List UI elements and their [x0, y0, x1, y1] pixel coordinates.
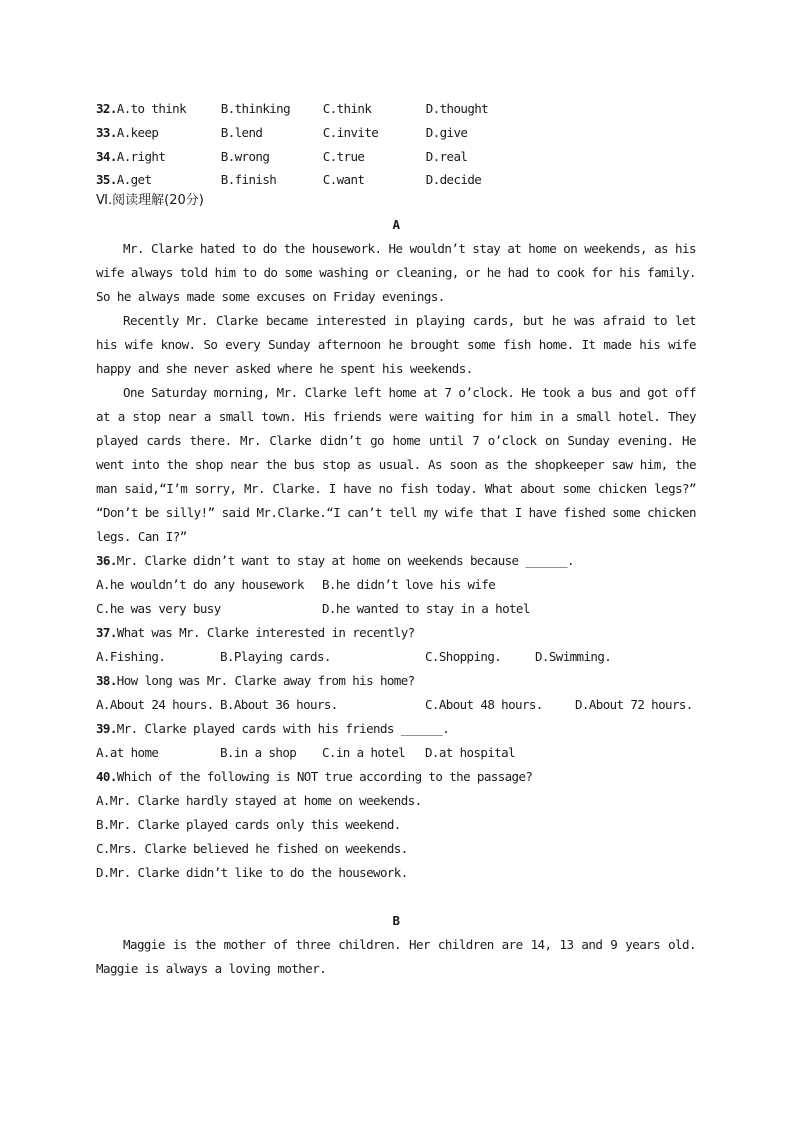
section-title: Ⅵ.阅读理解(20分)	[96, 193, 204, 208]
question-36: 36.Mr. Clarke didn’t want to stay at home on weekends because ______.	[96, 553, 574, 568]
passage-a-paragraph-1: Mr. Clarke hated to do the housework. He wouldn’t stay at home on weekends, as his wife always told him to do some washing or cleaning, or he had to cook for his family. So he always made some excuses on Friday evenings.	[96, 241, 696, 304]
cloze-row-34: 34.A.right B.wrong C.true D.real	[96, 149, 468, 164]
cloze-row-35: 35.A.get B.finish C.want D.decide	[96, 172, 482, 187]
exam-page	[96, 97, 696, 981]
question-40-option-d: D.Mr. Clarke didn’t like to do the housework.	[96, 865, 408, 880]
question-36-options-row-1: A.he wouldn’t do any housework B.he didn’t love his wife	[96, 577, 496, 592]
passage-b-label: B	[392, 913, 400, 928]
spacer	[96, 885, 696, 909]
question-37: 37.What was Mr. Clarke interested in recently?	[96, 625, 415, 640]
question-40-option-c: C.Mrs. Clarke believed he fished on weekends.	[96, 841, 408, 856]
question-37-options: A.Fishing. B.Playing cards. C.Shopping. D.Swimming.	[96, 649, 612, 664]
passage-b-paragraph-1: Maggie is the mother of three children. Her children are 14, 13 and 9 years old. Maggie is always a loving mother.	[96, 937, 696, 976]
question-38: 38.How long was Mr. Clarke away from his home?	[96, 673, 415, 688]
question-40: 40.Which of the following is NOT true according to the passage?	[96, 769, 533, 784]
cloze-row-32: 32.A.to think B.thinking C.think D.thought	[96, 101, 489, 116]
question-39: 39.Mr. Clarke played cards with his friends ______.	[96, 721, 450, 736]
question-36-options-row-2: C.he was very busy D.he wanted to stay in a hotel	[96, 601, 530, 616]
passage-a-paragraph-3: One Saturday morning, Mr. Clarke left home at 7 o’clock. He took a bus and got off at a stop near a small town. His friends were waiting for him in a small hotel. They played cards there. Mr. Clarke didn’t go home until 7 o’clock on Sunday evening. He went into the shop near the bus stop as usual. As soon as the shopkeeper saw him, the man said,“I’m sorry, Mr. Clarke. I have no fish today. What about some chicken legs?” “Don’t be silly!” said Mr.Clarke.“I can’t tell my wife that I have fished some chicken legs. Can I?”	[96, 385, 696, 544]
question-39-options: A.at home B.in a shop C.in a hotel D.at hospital	[96, 745, 516, 760]
question-40-option-a: A.Mr. Clarke hardly stayed at home on weekends.	[96, 793, 422, 808]
question-40-option-b: B.Mr. Clarke played cards only this weekend.	[96, 817, 401, 832]
passage-a-label: A	[392, 217, 400, 232]
passage-a-paragraph-2: Recently Mr. Clarke became interested in playing cards, but he was afraid to let his wife know. So every Sunday afternoon he brought some fish home. It made his wife happy and she never asked where he spent his weekends.	[96, 313, 696, 376]
cloze-row-33: 33.A.keep B.lend C.invite D.give	[96, 125, 468, 140]
question-38-options: A.About 24 hours. B.About 36 hours. C.About 48 hours. D.About 72 hours.	[96, 697, 693, 712]
